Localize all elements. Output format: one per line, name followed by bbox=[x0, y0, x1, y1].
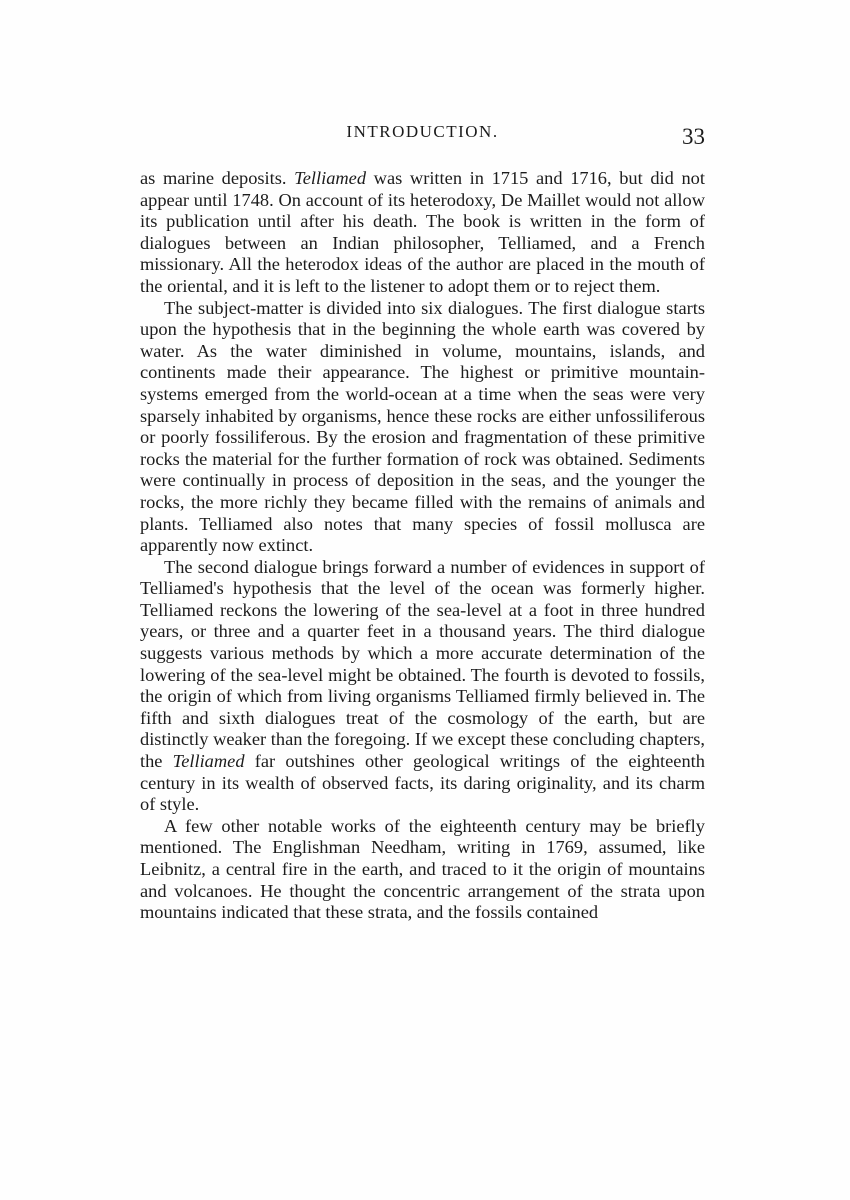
body-text bbox=[140, 168, 705, 924]
paragraph-4: A few other notable works of the eighteenth century may be briefly mentioned. The Englishman Needham, writing in 1769, assumed, like Leibnitz, a central fire in the earth, and traced to it the origin of mountains and volcanoes. He thought the concentric arrangement of the strata upon mountains indicated that these strata, and the fossils contained bbox=[140, 815, 705, 923]
paragraph-1: as marine deposits. Telliamed was written in 1715 and 1716, but did not appear until 1748. On account of its heterodoxy, De Maillet would not allow its publication until after his death. The book is written in the form of dialogues between an Indian philosopher, Telliamed, and a French missionary. All the heterodox ideas of the author are placed in the mouth of the oriental, and it is left to the listener to adopt them or to reject them. bbox=[140, 168, 705, 296]
page-number: 33 bbox=[682, 124, 705, 149]
italic-title: Telliamed bbox=[294, 168, 367, 188]
paragraph-3: The second dialogue brings forward a number of evidences in support of Telliamed's hypothesis that the level of the ocean was formerly higher. Telliamed reckons the lowering of the sea-level at a foot in three hundred years, or three and a quarter feet in a thousand years. The third dialogue suggests various methods by which a more accurate determination of the lowering of the sea-level might be obtained. The fourth is devoted to fossils, the origin of which from living organisms Telliamed firmly believed in. The fifth and sixth dialogues treat of the cosmology of the earth, but are distinctly weaker than the foregoing. If we except these concluding chapters, the Telliamed far outshines other geological writings of the eighteenth century in its wealth of observed facts, its daring originality, and its charm of style. bbox=[140, 556, 705, 815]
paragraph-2: The subject-matter is divided into six dialogues. The first dialogue starts upon the hypothesis that in the beginning the whole earth was covered by water. As the water diminished in volume, mountains, islands, and continents made their appearance. The highest or primitive mountain-systems emerged from the world-ocean at a time when the seas were very sparsely inhabited by organisms, hence these rocks are either unfossiliferous or poorly fossiliferous. By the erosion and fragmentation of these primitive rocks the material for the further formation of rock was obtained. Sediments were continually in process of deposition in the seas, and the younger the rocks, the more richly they became filled with the remains of animals and plants. Telliamed also notes that many species of fossil mollusca are apparently now extinct. bbox=[140, 297, 705, 556]
page-header bbox=[140, 122, 705, 152]
italic-title: Telliamed bbox=[172, 751, 245, 772]
running-head: INTRODUCTION. bbox=[346, 122, 499, 141]
